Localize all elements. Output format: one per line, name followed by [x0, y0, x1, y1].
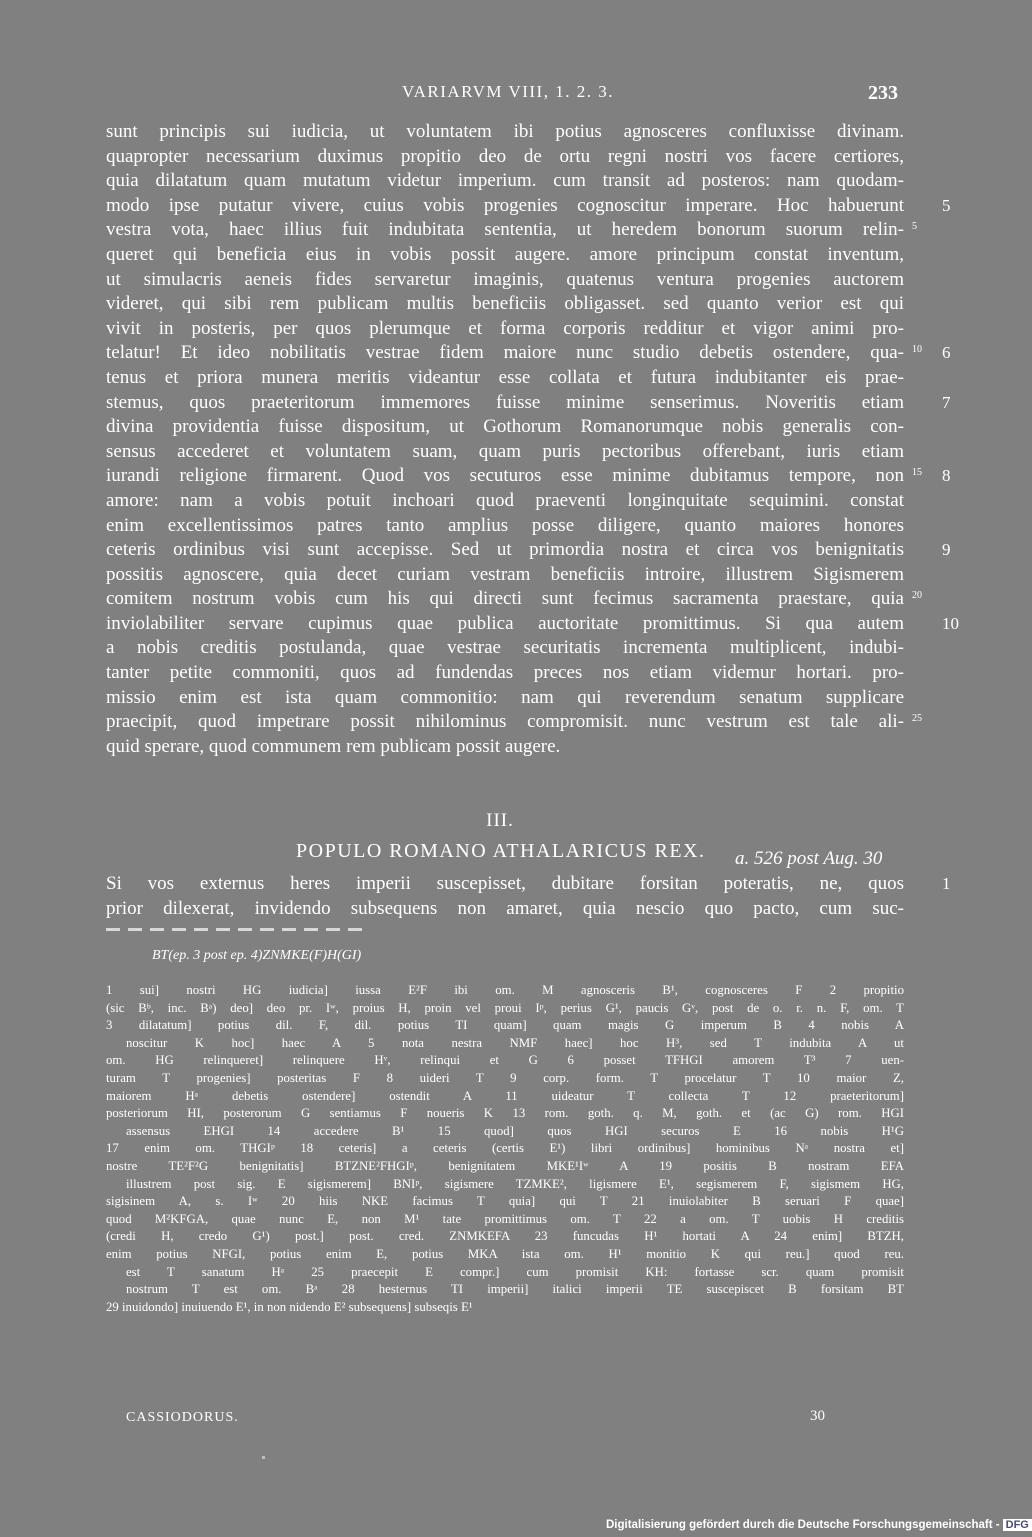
- digitization-footer: [606, 1519, 1032, 1537]
- line-text: prior dilexerat, invidendo subsequens non amaret, quia nescio quo pacto, cum suc-: [106, 897, 904, 919]
- text-line: [106, 563, 904, 588]
- line-text: tenus et priora munera meritis videantur esse collata et futura indubitanter eis prae-: [106, 366, 904, 388]
- signature-author: CASSIODORUS.: [126, 1410, 239, 1425]
- apparatus-line: maiorem Hᵃ debetis ostendere] ostendit A 11 uideatur T collecta T 12 praeteritorum]: [106, 1088, 904, 1103]
- apparatus-line: quod M²KFGA, quae nunc E, non M¹ tate promittimus om. T 22 a om. T uobis H creditis: [106, 1211, 904, 1226]
- text-line: [106, 661, 904, 686]
- section-marker: 8: [942, 466, 951, 486]
- apparatus-line: nostre TE²F²G benignitatis] BTZNE²FHGIᵖ, benignitatem MKE¹Iʷ A 19 positis B nostram EFA: [106, 1158, 904, 1173]
- line-text: stemus, quos praeteritorum immemores fuisse minime senserimus. Noveritis etiam: [106, 391, 904, 413]
- text-line: [106, 514, 904, 539]
- line-text: inviolabiliter servare cupimus quae publica auctoritate promittimus. Si qua autem: [106, 612, 904, 634]
- text-line: [106, 612, 959, 637]
- text-line: [106, 120, 904, 145]
- text-line: [106, 366, 904, 391]
- apparatus-line: noscitur K hoc] haec A 5 nota nestra NMF haec] hoc H³, sed T indubita A ut: [126, 1035, 904, 1050]
- apparatus-line: illustrem post sig. E sigismerem] BNIᵖ, sigismere TZMKE², ligismere E¹, segismerem F, sigismem HG,: [126, 1176, 904, 1191]
- line-text: videret, qui sibi rem publicam multis beneficiis obligasset. sed quanto verior est qui: [106, 293, 904, 315]
- text-line: [106, 538, 951, 563]
- section-marker: 1: [942, 874, 951, 893]
- text-line: [106, 897, 904, 922]
- manuscript-sigla: BT(ep. 3 post ep. 4)ZNMKE(F)H(GI): [152, 948, 362, 963]
- line-text: possitis agnoscere, quia decet curiam vestram beneficiis introire, illustrem Sigismerem: [106, 563, 904, 585]
- text-line: [106, 415, 904, 440]
- section-marker: 9: [942, 540, 951, 560]
- apparatus-line: assensus EHGI 14 accedere B¹ 15 quod] quos HGI securos E 16 nobis H¹G: [126, 1123, 904, 1138]
- apparatus-line: est T sanatum Hᵃ 25 praecepit E compr.] cum promisit KH: fortasse scr. quam promisit: [126, 1264, 904, 1279]
- text-line: [106, 292, 904, 317]
- line-text: ceteris ordinibus visi sunt accepisse. Sed ut primordia nostra et circa vos benignitatis: [106, 539, 904, 561]
- running-header: [0, 78, 1000, 108]
- line-text: quid sperare, quod communem rem publicam possit augere.: [106, 735, 561, 757]
- main-text-block: [106, 120, 959, 759]
- section-number: III.: [486, 810, 514, 831]
- text-line: [106, 317, 904, 342]
- scan-speck: [262, 1456, 265, 1459]
- apparatus-line: posteriorum HI, posterorum G sentiamus F noueris K 13 rom. goth. q. M, goth. et (ac G) rom. HGI: [106, 1106, 904, 1121]
- line-text: iurandi religione firmarent. Quod vos secuturos esse minime dubitamus tempore, non: [106, 465, 904, 487]
- line-text: vestra vota, haec illius fuit indubitata sententia, ut heredem bonorum suorum relin-: [106, 219, 904, 241]
- critical-apparatus: [106, 982, 904, 1316]
- line-text: Si vos externus heres imperii suscepisset, dubitare forsitan poteratis, ne, quos: [106, 873, 904, 894]
- line-text: telatur! Et ideo nobilitatis vestrae fidem maiore nunc studio debetis ostendere, qua-: [106, 342, 904, 364]
- text-line: [106, 464, 951, 489]
- running-title: VARIARVM VIII, 1. 2. 3.: [402, 82, 614, 101]
- apparatus-line: 3 dilatatum] potius dil. F, dil. potius TI quam] quam magis G imperum B 4 nobis A: [106, 1018, 904, 1033]
- line-text: sensus accederet et voluntatem suam, quam puris pectoribus offerebant, iuris etiam: [106, 440, 904, 462]
- text-line: [106, 341, 951, 366]
- section-marker: 7: [942, 392, 951, 412]
- apparatus-line: 1 sui] nostri HG iudicia] iussa E²F ibi om. M agnosceris B¹, cognosceres F 2 propitio: [106, 983, 904, 997]
- text-line: [106, 489, 904, 514]
- apparatus-line: om. HG relinqueret] relinquere Hᵛ, relinqui et G 6 posset TFHGI amorem T³ 7 uen-: [106, 1053, 904, 1068]
- text-line: [106, 735, 904, 760]
- section-marker: 6: [942, 343, 951, 363]
- text-line: [106, 169, 904, 194]
- line-number: 5: [912, 221, 917, 233]
- text-line: [106, 391, 951, 416]
- line-text: comitem nostrum vobis cum his qui directi sunt fecimus sacramenta praestare, quia: [106, 588, 904, 610]
- letter-date: a. 526 post Aug. 30: [735, 848, 883, 869]
- apparatus-line: sigisinem A, s. Iʷ 20 hiis NKE facimus T quia] qui T 21 inuiolabiter B seruari F quae]: [106, 1194, 904, 1209]
- text-line: [106, 145, 904, 170]
- section-marker: 10: [942, 613, 959, 633]
- line-text: modo ipse putatur vivere, cuius vobis progenies cognoscitur imperare. Hoc habuerunt: [106, 194, 904, 216]
- section-marker: 5: [942, 195, 951, 215]
- line-text: praecipit, quod impetrare possit nihilominus compromisit. nunc vestrum est tale ali-: [106, 711, 904, 733]
- line-text: ut simulacris aeneis fides servaretur imaginis, quatenus ventura progenies auctorem: [106, 268, 904, 290]
- line-text: amore: nam a vobis potuit inchoari quod praeventi longinquitate sequimini. constat: [106, 489, 904, 511]
- line-number: 15: [912, 467, 922, 479]
- apparatus-line: 29 inuidondo] inuiuendo E¹, in non nidendo E² subsequens] subseqis E¹: [106, 1299, 473, 1314]
- line-text: sunt principis sui iudicia, ut voluntatem ibi potius agnosceres confluxisse divinam.: [106, 121, 904, 142]
- text-line: [106, 218, 917, 243]
- line-number: 25: [912, 713, 922, 725]
- letter-title: POPULO ROMANO ATHALARICUS REX.: [296, 840, 706, 862]
- text-line: [106, 686, 904, 711]
- letter-text-block: [106, 872, 951, 921]
- text-line: [106, 194, 951, 219]
- line-text: enim excellentissimos patres tanto amplius posse diligere, quanto maiores honores: [106, 514, 904, 536]
- apparatus-line: (sic Bᵇ, inc. Bᵃ) deo] deo pr. Iʷ, proius H, proin vel proui Iᵖ, perius G¹, paucis Gᵛ, post de o. r. n. F, om. T: [106, 1000, 904, 1015]
- text-line: [106, 710, 922, 735]
- page-number: 233: [868, 82, 898, 104]
- cut-off-text-line: [106, 928, 366, 931]
- line-text: queret qui beneficia eius in vobis possit augere. amore principum constat inventum,: [106, 243, 904, 265]
- line-text: divina providentia fuisse dispositum, ut Gothorum Romanorumque nobis generalis con-: [106, 416, 904, 438]
- text-line: [106, 872, 951, 897]
- line-text: quia dilatatum quam mutatum videtur imperium. cum transit ad posteros: nam quodam-: [106, 170, 904, 192]
- line-text: tanter petite commoniti, quos ad fundendas preces nos etiam videmur hortari. pro-: [106, 662, 904, 684]
- line-text: vivit in posteris, per quos plerumque et forma corporis redditur et vigor animi pro-: [106, 317, 904, 339]
- apparatus-line: nostrum T est om. Bᵃ 28 hesternus TI imperii] italici imperii TE suscepiscet B forsitam BT: [126, 1282, 904, 1297]
- dfg-logo: DFG: [1003, 1519, 1032, 1531]
- text-line: [106, 243, 904, 268]
- line-text: quapropter necessarium duximus propitio deo de ortu regni nostri vos facere certiores,: [106, 145, 904, 167]
- apparatus-line: turam T progenies] posteritas F 8 uideri T 9 corp. form. T procelatur T 10 maior Z,: [106, 1070, 904, 1085]
- apparatus-line: 17 enim om. THGIᵖ 18 ceteris] a ceteris (certis E¹) libri ordinibus] hominibus Nᵃ nostra et]: [106, 1141, 904, 1156]
- text-line: [106, 587, 922, 612]
- line-text: missio enim est ista quam commonitio: nam qui reverendum senatum supplicare: [106, 686, 904, 708]
- text-line: [106, 440, 904, 465]
- line-text: a nobis creditis postulanda, quae vestrae securitatis incrementa multiplicent, indubi-: [106, 637, 904, 659]
- line-number: 10: [912, 344, 922, 356]
- line-number: 20: [912, 590, 922, 602]
- apparatus-line: enim potius NFGI, potius enim E, potius MKA ista om. H¹ monitio K qui reu.] quod reu.: [106, 1246, 904, 1261]
- text-line: [106, 636, 904, 661]
- apparatus-line: (credi H, credo G¹) post.] post. cred. ZNMKEFA 23 funcudas H¹ hortati A 24 enim] BTZH,: [106, 1229, 904, 1244]
- text-line: [106, 268, 904, 293]
- signature-number: 30: [810, 1408, 825, 1424]
- footer-text: Digitalisierung gefördert durch die Deutsche Forschungsgemeinschaft -: [606, 1519, 1000, 1531]
